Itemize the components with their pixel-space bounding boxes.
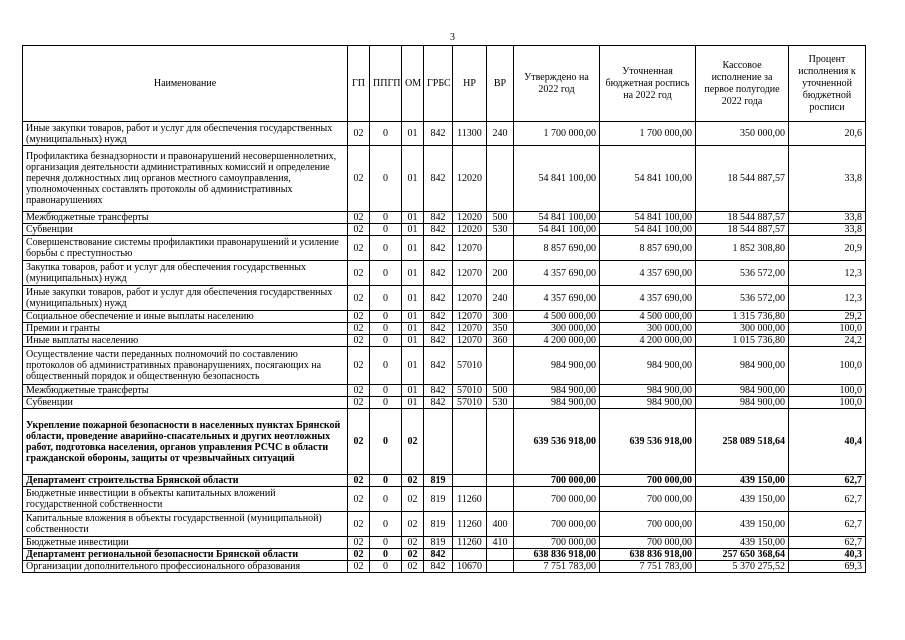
cell-refined: 700 000,00 [600,537,696,549]
table-row [23,537,866,549]
cell-name: Иные выплаты населению [23,335,348,347]
cell-om: 01 [402,261,424,286]
cell-name: Субвенции [23,224,348,236]
cell-refined: 4 500 000,00 [600,311,696,323]
cell-approved: 638 836 918,00 [514,549,600,561]
cell-vr: 500 [487,212,514,224]
cell-grbs: 842 [424,224,453,236]
cell-cash: 439 150,00 [696,475,789,487]
cell-gp: 02 [348,146,370,212]
cell-np: 12070 [453,311,487,323]
cell-name: Бюджетные инвестиции [23,537,348,549]
cell-name: Укрепление пожарной безопасности в населенных пунктах Брянской области, проведение аварийно-спасательных и других неотложных работ, подготовка населения, органов управления РСЧС в области гражданской обороны, защиты от чрезвычайных ситуаций [23,409,348,475]
cell-om: 02 [402,487,424,512]
table-body [23,122,866,573]
cell-gp: 02 [348,561,370,573]
cell-ppgp: 0 [370,146,402,212]
cell-np: 12070 [453,286,487,311]
cell-np: 12070 [453,236,487,261]
cell-cash: 258 089 518,64 [696,409,789,475]
cell-om: 01 [402,212,424,224]
table-row [23,146,866,212]
cell-name: Департамент строительства Брянской области [23,475,348,487]
cell-vr: 400 [487,512,514,537]
cell-gp: 02 [348,549,370,561]
cell-vr [487,236,514,261]
cell-percent: 24,2 [789,335,866,347]
cell-ppgp: 0 [370,475,402,487]
cell-cash: 300 000,00 [696,323,789,335]
cell-vr: 410 [487,537,514,549]
cell-refined: 54 841 100,00 [600,146,696,212]
cell-gp: 02 [348,261,370,286]
cell-cash: 1 015 736,80 [696,335,789,347]
cell-grbs: 842 [424,311,453,323]
table-row [23,409,866,475]
cell-approved: 300 000,00 [514,323,600,335]
cell-name: Премии и гранты [23,323,348,335]
cell-ppgp: 0 [370,323,402,335]
table-row [23,487,866,512]
cell-cash: 439 150,00 [696,487,789,512]
cell-refined: 984 900,00 [600,347,696,385]
cell-approved: 700 000,00 [514,512,600,537]
cell-name: Бюджетные инвестиции в объекты капитальных вложений государственной собственности [23,487,348,512]
table-row [23,236,866,261]
cell-refined: 984 900,00 [600,397,696,409]
table-row [23,561,866,573]
cell-np: 57010 [453,397,487,409]
cell-ppgp: 0 [370,286,402,311]
table-row [23,224,866,236]
cell-gp: 02 [348,487,370,512]
cell-cash: 536 572,00 [696,261,789,286]
cell-grbs: 842 [424,286,453,311]
cell-percent: 62,7 [789,487,866,512]
cell-om: 02 [402,512,424,537]
cell-gp: 02 [348,311,370,323]
cell-gp: 02 [348,475,370,487]
cell-om: 01 [402,385,424,397]
cell-np: 12070 [453,323,487,335]
cell-grbs: 842 [424,385,453,397]
cell-np: 11300 [453,122,487,146]
cell-grbs: 819 [424,487,453,512]
table-header-row [23,46,866,122]
cell-np: 12020 [453,224,487,236]
cell-om: 02 [402,409,424,475]
cell-ppgp: 0 [370,311,402,323]
cell-vr: 300 [487,311,514,323]
table-row [23,212,866,224]
cell-vr [487,561,514,573]
cell-om: 01 [402,397,424,409]
cell-percent: 33,8 [789,212,866,224]
cell-grbs: 842 [424,146,453,212]
cell-percent: 33,8 [789,224,866,236]
cell-np: 10670 [453,561,487,573]
cell-refined: 4 357 690,00 [600,261,696,286]
cell-approved: 1 700 000,00 [514,122,600,146]
cell-cash: 18 544 887,57 [696,224,789,236]
cell-cash: 439 150,00 [696,537,789,549]
cell-np [453,549,487,561]
cell-name: Организации дополнительного профессионального образования [23,561,348,573]
table-row [23,335,866,347]
cell-cash: 1 315 736,80 [696,311,789,323]
cell-gp: 02 [348,286,370,311]
cell-approved: 4 200 000,00 [514,335,600,347]
cell-approved: 54 841 100,00 [514,146,600,212]
cell-gp: 02 [348,409,370,475]
cell-om: 01 [402,122,424,146]
cell-percent: 12,3 [789,286,866,311]
cell-approved: 4 500 000,00 [514,311,600,323]
cell-ppgp: 0 [370,409,402,475]
cell-cash: 350 000,00 [696,122,789,146]
cell-name: Субвенции [23,397,348,409]
cell-name: Капитальные вложения в объекты государственной (муниципальной) собственности [23,512,348,537]
cell-ppgp: 0 [370,212,402,224]
cell-grbs: 842 [424,122,453,146]
table-row [23,549,866,561]
cell-np [453,475,487,487]
cell-approved: 639 536 918,00 [514,409,600,475]
cell-om: 01 [402,236,424,261]
cell-percent: 100,0 [789,347,866,385]
cell-percent: 40,3 [789,549,866,561]
cell-approved: 8 857 690,00 [514,236,600,261]
cell-om: 01 [402,146,424,212]
cell-percent: 62,7 [789,475,866,487]
cell-ppgp: 0 [370,347,402,385]
header-gp: ГП [348,46,370,122]
cell-name: Иные закупки товаров, работ и услуг для обеспечения государственных (муниципальных) нужд [23,286,348,311]
cell-gp: 02 [348,512,370,537]
cell-np: 11260 [453,537,487,549]
header-vr: ВР [487,46,514,122]
cell-om: 02 [402,537,424,549]
cell-approved: 54 841 100,00 [514,212,600,224]
cell-refined: 984 900,00 [600,385,696,397]
header-cash: Кассовое исполнение за первое полугодие 2022 года [696,46,789,122]
cell-gp: 02 [348,224,370,236]
cell-gp: 02 [348,323,370,335]
cell-cash: 984 900,00 [696,385,789,397]
cell-refined: 7 751 783,00 [600,561,696,573]
cell-approved: 984 900,00 [514,347,600,385]
cell-percent: 12,3 [789,261,866,286]
cell-approved: 4 357 690,00 [514,286,600,311]
cell-approved: 700 000,00 [514,475,600,487]
cell-percent: 29,2 [789,311,866,323]
cell-refined: 638 836 918,00 [600,549,696,561]
cell-vr: 240 [487,286,514,311]
cell-refined: 300 000,00 [600,323,696,335]
cell-approved: 700 000,00 [514,487,600,512]
cell-om: 01 [402,311,424,323]
cell-gp: 02 [348,236,370,261]
cell-vr [487,549,514,561]
cell-np: 12020 [453,212,487,224]
cell-refined: 54 841 100,00 [600,224,696,236]
cell-percent: 62,7 [789,537,866,549]
cell-np: 11260 [453,512,487,537]
cell-np [453,409,487,475]
cell-gp: 02 [348,212,370,224]
cell-vr [487,146,514,212]
header-ppgp: ППГП [370,46,402,122]
cell-ppgp: 0 [370,487,402,512]
cell-ppgp: 0 [370,561,402,573]
cell-om: 01 [402,286,424,311]
cell-refined: 1 700 000,00 [600,122,696,146]
cell-gp: 02 [348,122,370,146]
cell-grbs: 842 [424,212,453,224]
cell-gp: 02 [348,347,370,385]
table-row [23,261,866,286]
cell-approved: 7 751 783,00 [514,561,600,573]
header-refined: Уточненная бюджетная роспись на 2022 год [600,46,696,122]
table-row [23,323,866,335]
cell-approved: 984 900,00 [514,385,600,397]
cell-percent: 100,0 [789,323,866,335]
cell-grbs: 842 [424,261,453,286]
cell-cash: 536 572,00 [696,286,789,311]
cell-grbs [424,409,453,475]
cell-vr: 360 [487,335,514,347]
cell-ppgp: 0 [370,335,402,347]
cell-percent: 100,0 [789,385,866,397]
cell-percent: 62,7 [789,512,866,537]
cell-cash: 18 544 887,57 [696,146,789,212]
cell-vr: 240 [487,122,514,146]
cell-approved: 54 841 100,00 [514,224,600,236]
cell-ppgp: 0 [370,236,402,261]
header-approved: Утверждено на 2022 год [514,46,600,122]
cell-name: Профилактика безнадзорности и правонарушений несовершеннолетних, организация деятельности административных комиссий и определение перечня должностных лиц органов местного самоуправления, уполномоченных составлять протоколы об административных правонарушениях [23,146,348,212]
cell-refined: 639 536 918,00 [600,409,696,475]
cell-grbs: 819 [424,512,453,537]
header-name: Наименование [23,46,348,122]
cell-grbs: 842 [424,236,453,261]
cell-name: Осуществление части переданных полномочий по составлению протоколов об административных правонарушениях, посягающих на общественный порядок и общественную безопасность [23,347,348,385]
cell-om: 01 [402,335,424,347]
cell-grbs: 842 [424,549,453,561]
cell-cash: 984 900,00 [696,347,789,385]
table-row [23,311,866,323]
cell-name: Иные закупки товаров, работ и услуг для обеспечения государственных (муниципальных) нужд [23,122,348,146]
cell-approved: 984 900,00 [514,397,600,409]
cell-vr: 200 [487,261,514,286]
cell-percent: 20,6 [789,122,866,146]
cell-ppgp: 0 [370,224,402,236]
cell-om: 02 [402,549,424,561]
cell-vr: 530 [487,397,514,409]
cell-om: 01 [402,224,424,236]
cell-percent: 33,8 [789,146,866,212]
cell-name: Совершенствование системы профилактики правонарушений и усиление борьбы с преступностью [23,236,348,261]
cell-refined: 4 357 690,00 [600,286,696,311]
header-om: ОМ [402,46,424,122]
cell-cash: 5 370 275,52 [696,561,789,573]
cell-vr [487,347,514,385]
cell-refined: 700 000,00 [600,512,696,537]
cell-name: Социальное обеспечение и иные выплаты населению [23,311,348,323]
cell-gp: 02 [348,537,370,549]
table-row [23,397,866,409]
table-row [23,475,866,487]
cell-np: 11260 [453,487,487,512]
cell-np: 12070 [453,335,487,347]
cell-cash: 439 150,00 [696,512,789,537]
cell-grbs: 819 [424,537,453,549]
header-np: НР [453,46,487,122]
cell-vr [487,409,514,475]
cell-refined: 54 841 100,00 [600,212,696,224]
header-grbs: ГРБС [424,46,453,122]
cell-grbs: 842 [424,397,453,409]
cell-ppgp: 0 [370,537,402,549]
table-row [23,347,866,385]
cell-refined: 8 857 690,00 [600,236,696,261]
cell-vr [487,487,514,512]
cell-percent: 100,0 [789,397,866,409]
cell-percent: 69,3 [789,561,866,573]
page-number: 3 [450,32,455,43]
table-row [23,512,866,537]
cell-vr: 530 [487,224,514,236]
cell-percent: 20,9 [789,236,866,261]
budget-table [22,45,866,573]
cell-ppgp: 0 [370,261,402,286]
cell-ppgp: 0 [370,549,402,561]
cell-vr [487,475,514,487]
cell-refined: 700 000,00 [600,487,696,512]
cell-cash: 984 900,00 [696,397,789,409]
cell-cash: 18 544 887,57 [696,212,789,224]
cell-name: Межбюджетные трансферты [23,385,348,397]
cell-refined: 700 000,00 [600,475,696,487]
cell-gp: 02 [348,397,370,409]
cell-gp: 02 [348,385,370,397]
cell-percent: 40,4 [789,409,866,475]
cell-name: Закупка товаров, работ и услуг для обеспечения государственных (муниципальных) нужд [23,261,348,286]
cell-ppgp: 0 [370,397,402,409]
cell-np: 57010 [453,385,487,397]
cell-grbs: 819 [424,475,453,487]
cell-grbs: 842 [424,347,453,385]
cell-np: 12070 [453,261,487,286]
cell-approved: 700 000,00 [514,537,600,549]
cell-np: 12020 [453,146,487,212]
cell-name: Межбюджетные трансферты [23,212,348,224]
cell-np: 57010 [453,347,487,385]
cell-ppgp: 0 [370,385,402,397]
cell-om: 01 [402,323,424,335]
cell-grbs: 842 [424,335,453,347]
cell-refined: 4 200 000,00 [600,335,696,347]
cell-cash: 257 650 368,64 [696,549,789,561]
cell-ppgp: 0 [370,122,402,146]
cell-grbs: 842 [424,323,453,335]
cell-om: 02 [402,561,424,573]
cell-om: 01 [402,347,424,385]
cell-om: 02 [402,475,424,487]
cell-cash: 1 852 308,80 [696,236,789,261]
header-percent: Процент исполнения к уточненной бюджетной росписи [789,46,866,122]
table-row [23,286,866,311]
table-row [23,385,866,397]
cell-name: Департамент региональной безопасности Брянской области [23,549,348,561]
cell-grbs: 842 [424,561,453,573]
cell-approved: 4 357 690,00 [514,261,600,286]
table-row [23,122,866,146]
cell-vr: 350 [487,323,514,335]
cell-ppgp: 0 [370,512,402,537]
cell-vr: 500 [487,385,514,397]
cell-gp: 02 [348,335,370,347]
